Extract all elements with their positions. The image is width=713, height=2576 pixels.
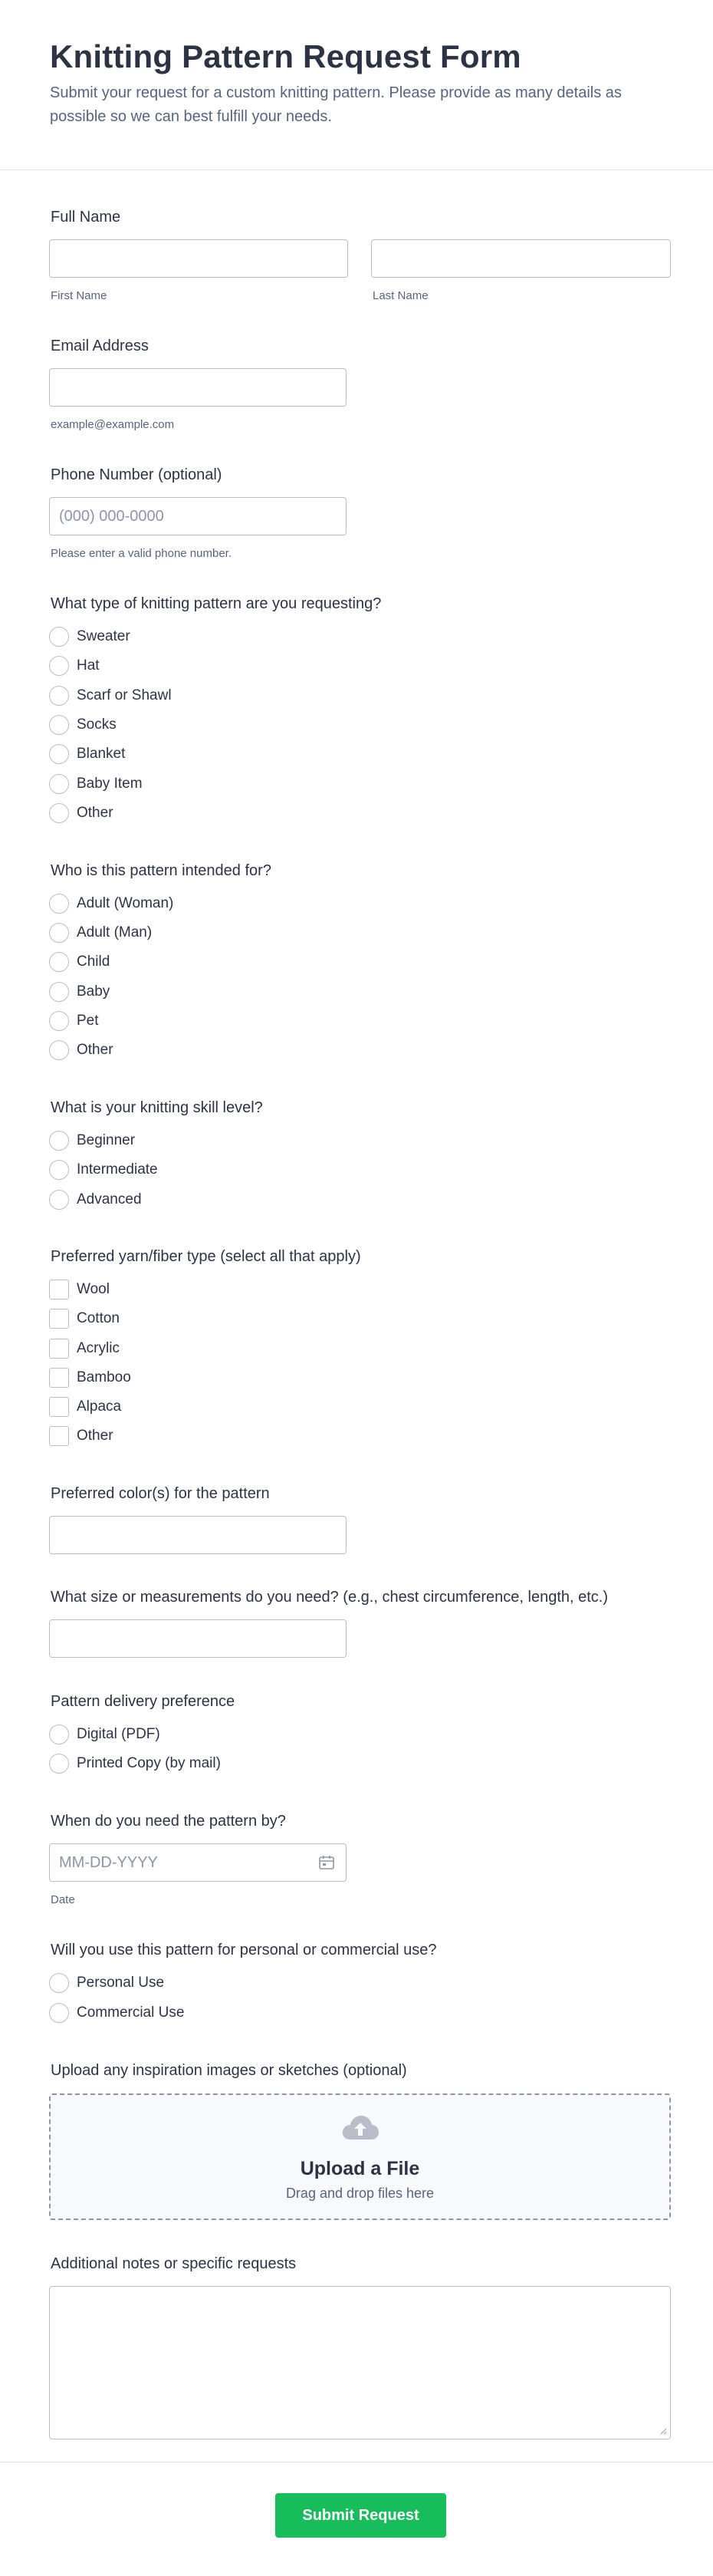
radio-button[interactable] [49,744,69,764]
intended-for-option-adult-woman[interactable] [49,893,173,914]
option-label: Pet [77,1013,99,1029]
radio-button[interactable] [49,715,69,735]
checkbox[interactable] [49,1397,69,1417]
yarn-type-option-acrylic[interactable] [49,1338,120,1359]
phone-label: Phone Number (optional) [51,466,222,483]
option-label: Printed Copy (by mail) [77,1755,221,1771]
phone-input[interactable] [49,497,347,535]
form-subtitle: Submit your request for a custom knitting pattern. Please provide as many details as possible so we can best fulfill your needs. [50,84,622,125]
option-label: Cotton [77,1310,120,1326]
intended-for-option-child[interactable] [49,951,110,973]
skill-level-option-beginner[interactable] [49,1130,135,1151]
option-label: Adult (Man) [77,924,153,940]
email-input[interactable] [49,368,347,407]
option-label: Other [77,1042,113,1058]
intended-for-option-pet[interactable] [49,1010,99,1032]
colors-label: Preferred color(s) for the pattern [51,1485,270,1502]
pattern-type-option-socks[interactable] [49,714,117,736]
yarn-type-option-alpaca[interactable] [49,1396,121,1418]
resize-grip-icon[interactable] [659,2427,667,2435]
radio-button[interactable] [49,1160,69,1180]
yarn-type-option-wool[interactable] [49,1279,110,1300]
use-option-commercial[interactable] [49,2002,184,2024]
yarn-type-option-cotton[interactable] [49,1308,120,1329]
pattern-type-option-other[interactable] [49,802,113,824]
pattern-type-option-baby-item[interactable] [49,773,143,795]
size-label: What size or measurements do you need? (e.g., chest circumference, length, etc.) [51,1589,609,1606]
first-name-input[interactable] [49,239,348,278]
checkbox[interactable] [49,1280,69,1300]
pattern-type-option-sweater[interactable] [49,626,130,647]
use-option-personal[interactable] [49,1972,164,1994]
yarn-type-option-bamboo[interactable] [49,1367,131,1388]
option-label: Beginner [77,1132,136,1148]
use-label: Will you use this pattern for personal or commercial use? [51,1942,437,1958]
skill-level-option-advanced[interactable] [49,1189,142,1211]
option-label: Baby [77,983,110,1000]
upload-title: Upload a File [300,2158,420,2179]
radio-button[interactable] [49,923,69,943]
radio-button[interactable] [49,803,69,823]
full-name-label: Full Name [51,209,121,226]
delivery-label: Pattern delivery preference [51,1693,235,1710]
option-label: Other [77,1428,113,1444]
phone-sublabel: Please enter a valid phone number. [51,547,232,560]
radio-button[interactable] [49,952,69,972]
option-label: Alpaca [77,1398,122,1415]
option-label: Other [77,805,113,821]
form-header [0,0,713,170]
last-name-sublabel: Last Name [373,289,429,302]
date-input[interactable] [49,1843,347,1882]
intended-for-option-other[interactable] [49,1039,113,1061]
option-label: Baby Item [77,776,143,792]
form-title: Knitting Pattern Request Form [50,38,521,74]
first-name-sublabel: First Name [51,289,107,302]
date-sublabel: Date [51,1893,75,1906]
calendar-icon[interactable] [319,1856,334,1869]
email-sublabel: example@example.com [51,418,175,431]
radio-button[interactable] [49,1040,69,1060]
option-label: Child [77,954,110,970]
notes-label: Additional notes or specific requests [51,2255,297,2272]
pattern-type-option-scarf[interactable] [49,685,172,707]
option-label: Advanced [77,1191,142,1207]
intended-for-option-baby[interactable] [49,981,110,1003]
colors-input[interactable] [49,1516,347,1554]
radio-button[interactable] [49,686,69,706]
yarn-type-label: Preferred yarn/fiber type (select all that apply) [51,1248,361,1265]
delivery-option-printed[interactable] [49,1753,221,1774]
option-label: Blanket [77,746,126,762]
intended-for-option-adult-man[interactable] [49,922,152,944]
radio-button[interactable] [49,2003,69,2023]
option-label: Bamboo [77,1369,131,1385]
checkbox[interactable] [49,1339,69,1359]
option-label: Intermediate [77,1161,158,1178]
pattern-type-label: What type of knitting pattern are you requesting? [51,595,382,612]
radio-button[interactable] [49,982,69,1002]
file-upload-dropzone[interactable] [49,2093,671,2220]
radio-button[interactable] [49,656,69,676]
option-label: Acrylic [77,1340,120,1356]
option-label: Hat [77,657,100,674]
date-label: When do you need the pattern by? [51,1813,286,1830]
radio-button[interactable] [49,1011,69,1031]
intended-for-label: Who is this pattern intended for? [51,862,271,879]
checkbox[interactable] [49,1309,69,1329]
option-label: Adult (Woman) [77,895,174,911]
last-name-input[interactable] [371,239,671,278]
radio-button[interactable] [49,1131,69,1151]
checkbox[interactable] [49,1426,69,1446]
size-input[interactable] [49,1619,347,1658]
yarn-type-option-other[interactable] [49,1425,113,1447]
cloud-upload-icon [341,2115,380,2141]
radio-button[interactable] [49,1973,69,1993]
option-label: Socks [77,716,117,733]
notes-textarea[interactable] [49,2286,671,2439]
checkbox[interactable] [49,1368,69,1388]
submit-button[interactable]: Submit Request [275,2493,446,2538]
radio-button[interactable] [49,1190,69,1210]
option-label: Digital (PDF) [77,1726,160,1742]
option-label: Sweater [77,628,130,644]
radio-button[interactable] [49,1724,69,1744]
radio-button[interactable] [49,627,69,647]
delivery-option-digital[interactable] [49,1724,160,1745]
option-label: Wool [77,1281,110,1297]
skill-level-label: What is your knitting skill level? [51,1099,263,1116]
email-label: Email Address [51,338,149,354]
radio-button[interactable] [49,774,69,794]
option-label: Scarf or Shawl [77,687,172,703]
skill-level-option-intermediate[interactable] [49,1159,158,1181]
radio-button[interactable] [49,894,69,914]
pattern-type-option-blanket[interactable] [49,743,125,765]
radio-button[interactable] [49,1754,69,1774]
option-label: Commercial Use [77,2004,185,2021]
upload-subtitle: Drag and drop files here [285,2186,435,2201]
pattern-type-option-hat[interactable] [49,655,100,677]
upload-label: Upload any inspiration images or sketches (optional) [51,2062,407,2079]
option-label: Personal Use [77,1975,165,1991]
